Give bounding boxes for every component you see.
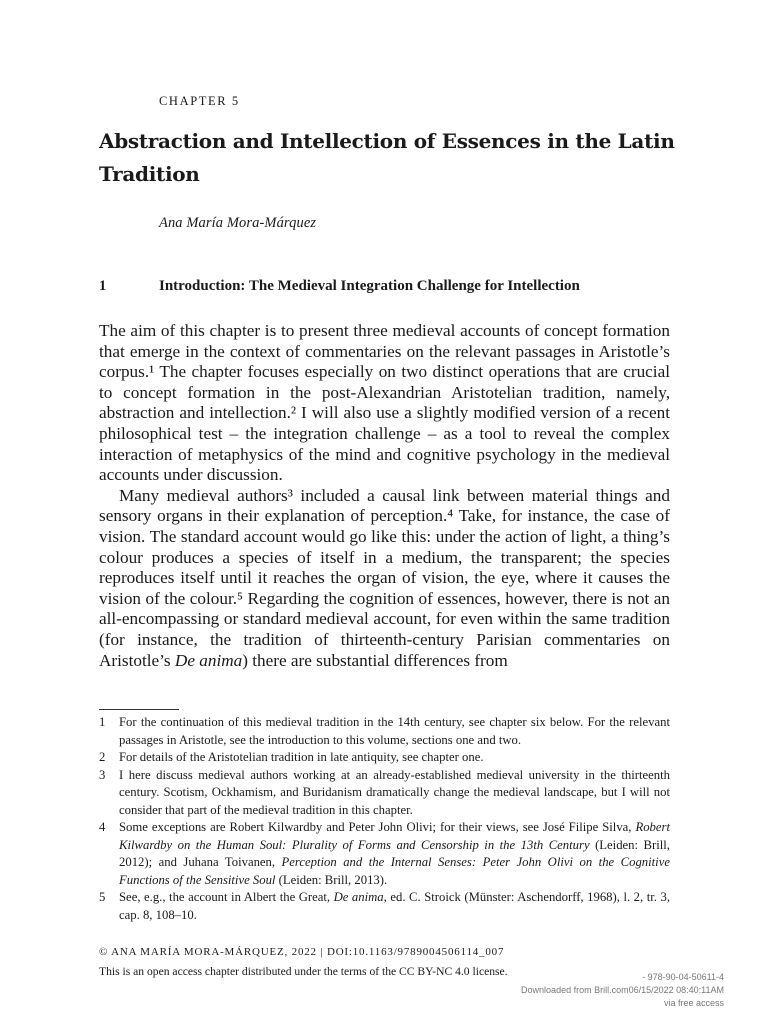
paragraph-2 [99, 486, 670, 671]
footnote-4-part-1: Some exceptions are Robert Kilwardby and Peter John Olivi; for their views, see José Filipe Silva, [119, 820, 636, 834]
footnote-number: 5 [99, 890, 106, 904]
footnotes-list [99, 714, 670, 924]
footnote-4-toivanen-title: Perception and the Internal Senses: Peter John Olivi on the Cognitive Functions of the Sensitive Soul [119, 855, 670, 887]
author-name: Ana María Mora-Márquez [159, 215, 317, 231]
section-heading: Introduction: The Medieval Integration Challenge for Intellection [159, 278, 580, 294]
body-text [99, 321, 670, 671]
footnote-4-silva-title: Robert Kilwardby on the Human Soul: Plurality of Forms and Censorship in the 13th Century [119, 820, 670, 852]
footnote-number: 1 [99, 715, 106, 729]
footnote-2 [99, 749, 670, 767]
footnote-text [119, 889, 670, 924]
footnote-text: I here discuss medieval authors working at an already-established medieval university in the thirteenth century. Scotism, Ockhamism, and Buridanism dramatically change the medieval landscape, but I will not consider that part of the medieval tradition in this chapter. [119, 767, 670, 817]
footnote-5-part-2: , ed. C. Stroick (Münster: Aschendorff, 1968), l. 2, tr. 3, cap. 8, 108–10. [119, 890, 670, 922]
footnote-3 [99, 767, 670, 820]
footnote-text: For the continuation of this medieval tradition in the 14th century, see chapter six below. For the relevant passages in Aristotle, see the introduction to this volume, sections one and two. [119, 715, 670, 747]
footnote-1 [99, 714, 670, 749]
footnote-divider [99, 709, 179, 710]
footnote-number: 4 [99, 820, 106, 834]
footnote-number: 3 [99, 767, 106, 782]
paragraph-2-tail: ) there are substantial differences from [242, 650, 508, 670]
chapter-title: Abstraction and Intellection of Essences in the Latin Tradition [99, 129, 675, 186]
footnote-4-part-3: (Leiden: Brill, 2013). [275, 872, 388, 887]
footnote-4 [99, 819, 670, 889]
footnote-text: For details of the Aristotelian tradition in late antiquity, see chapter one. [119, 750, 484, 764]
footnote-4-part-2: (Leiden: Brill, 2012); and Juhana Toivanen, [119, 837, 670, 869]
watermark-isbn: - 978-90-04-50611-4 [642, 972, 724, 982]
paragraph-1: The aim of this chapter is to present three medieval accounts of concept formation that emerge in the context of commentaries on the relevant passages in Aristotle’s corpus.¹ The chapter focuses especially on two distinct operations that are crucial to concept formation in the post-Alexandrian Aristotelian tradition, namely, abstraction and intellection.² I will also use a slightly modified version of a recent philosophical test – the integration challenge – as a tool to reveal the complex interaction of metaphysics of the mind and cognitive psychology in the medieval accounts under discussion. [99, 321, 670, 485]
de-anima-title: De anima [174, 650, 243, 670]
paragraph-2-text: Many medieval authors³ included a causal link between material things and sensory organs in their explanation of perception.⁴ Take, for instance, the case of vision. The standard account would go like this: under the action of light, a thing’s colour produces a species of itself in a medium, the transparent; the species reproduces itself until it reaches the organ of vision, the eye, where it causes the vision of the colour.⁵ Regarding the cognition of essences, however, there is not an all-encompassing or standard medieval account, for even within the same tradition (for instance, the tradition of thirteenth-century Parisian commentaries on Aristotle’s [99, 485, 670, 670]
copyright-line: © ANA MARÍA MORA-MÁRQUEZ, 2022 | DOI:10.1163/9789004506114_007 [99, 946, 505, 958]
footnote-number: 2 [99, 750, 106, 764]
chapter-label: CHAPTER 5 [159, 94, 240, 108]
watermark-access: via free access [663, 998, 724, 1008]
footnote-5-de-anima-title: De anima [333, 890, 384, 904]
section-number: 1 [99, 278, 107, 294]
footnote-5 [99, 889, 670, 924]
watermark-downloaded: Downloaded from Brill.com06/15/2022 08:40:11AM [521, 985, 724, 995]
footnote-text [119, 819, 670, 889]
footnote-5-part-1: See, e.g., the account in Albert the Great, [119, 890, 334, 904]
license-line: This is an open access chapter distributed under the terms of the CC BY-NC 4.0 license. [99, 965, 508, 978]
